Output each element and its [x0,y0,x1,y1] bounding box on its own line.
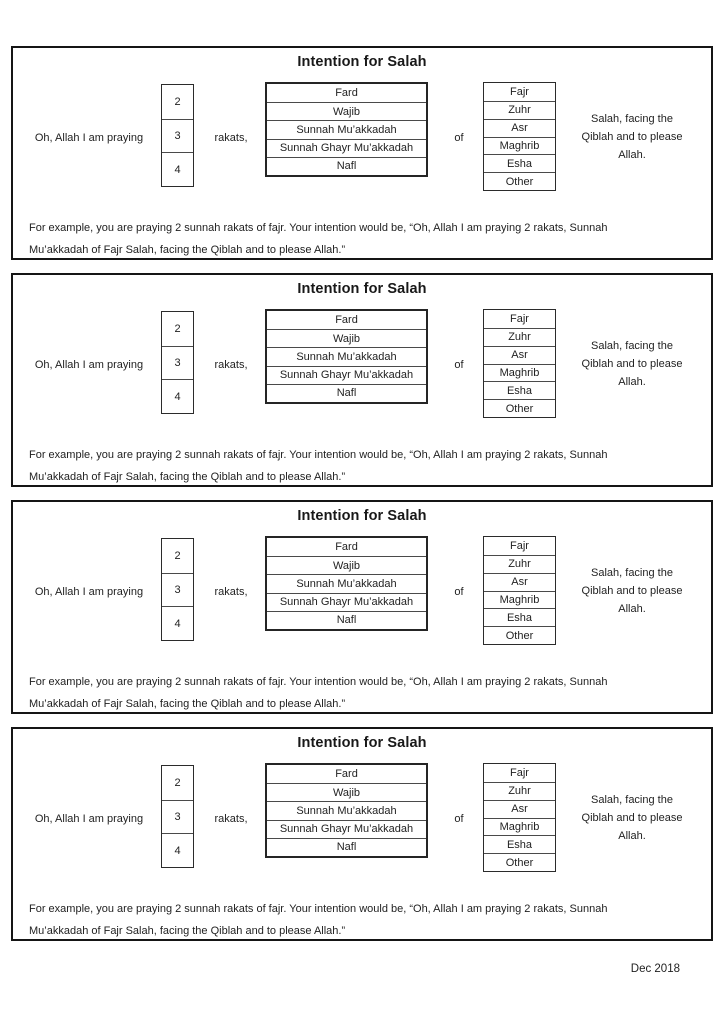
prayer-name-cell: Asr [484,800,555,818]
prayer-type-cell: Nafl [267,157,426,175]
intention-panel [11,46,713,260]
rakat-option-cell: 4 [162,606,193,640]
closing-line: Salah, facing the [591,113,673,125]
closing-line: Qiblah and to please [581,585,683,597]
prayer-type-cell: Sunnah Ghayr Mu’akkadah [267,820,426,838]
prayer-name-table [483,536,556,645]
intention-panel [11,273,713,487]
closing-line: Qiblah and to please [581,812,683,824]
panel-title: Intention for Salah [297,735,427,751]
prayer-type-cell: Fard [335,314,358,327]
rakat-options-table [161,84,194,187]
closing-line: Salah, facing the [591,794,673,806]
prayer-name-cell: Asr [484,346,555,364]
prayer-name-cell: Maghrib [484,364,555,382]
rakat-options-table [161,765,194,868]
lead-text: Oh, Allah I am praying [34,359,144,371]
prayer-name-cell: Fajr [510,85,529,98]
closing-line: Qiblah and to please [581,358,683,370]
prayer-name-table [483,82,556,191]
closing-line: Allah. [618,149,646,161]
rakat-option-cell: 3 [162,573,193,607]
rakat-option-cell: 4 [162,833,193,867]
prayer-name-cell: Other [484,399,555,417]
closing-line: Salah, facing the [591,340,673,352]
prayer-name-cell: Asr [484,573,555,591]
panel-title: Intention for Salah [297,508,427,524]
panel-title: Intention for Salah [297,281,427,297]
prayer-type-cell: Sunnah Mu’akkadah [267,574,426,592]
example-line: For example, you are praying 2 sunnah rakats of fajr. Your intention would be, “Oh, Allah I am praying 2 rakats, Sunnah [29,676,608,688]
rakat-option-cell: 2 [174,549,181,562]
rakats-label: rakats, [214,359,248,371]
closing-text [569,337,695,391]
prayer-type-cell: Wajib [267,102,426,120]
prayer-name-cell: Zuhr [484,782,555,800]
prayer-type-cell: Fard [335,87,358,100]
lead-text: Oh, Allah I am praying [34,132,144,144]
rakat-option-cell: 4 [162,379,193,413]
prayer-name-cell: Maghrib [484,591,555,609]
prayer-type-table [265,763,428,858]
prayer-type-cell: Wajib [267,556,426,574]
rakat-options-table [161,538,194,641]
prayer-name-cell: Esha [484,154,555,172]
rakat-option-cell: 4 [162,152,193,186]
closing-line: Salah, facing the [591,567,673,579]
prayer-type-cell: Fard [335,768,358,781]
prayer-name-cell: Esha [484,608,555,626]
example-line: For example, you are praying 2 sunnah rakats of fajr. Your intention would be, “Oh, Allah I am praying 2 rakats, Sunnah [29,222,608,234]
lead-text: Oh, Allah I am praying [34,813,144,825]
of-label: of [454,132,464,144]
prayer-name-cell: Fajr [510,312,529,325]
intention-panel [11,727,713,941]
prayer-type-cell: Sunnah Ghayr Mu’akkadah [267,366,426,384]
prayer-name-cell: Esha [484,381,555,399]
closing-text [569,564,695,618]
closing-text [569,791,695,845]
example-text [29,444,701,487]
prayer-type-table [265,536,428,631]
prayer-name-cell: Maghrib [484,137,555,155]
of-label: of [454,586,464,598]
intention-panel [11,500,713,714]
of-label: of [454,359,464,371]
prayer-name-cell: Other [484,172,555,190]
example-line: Mu’akkadah of Fajr Salah, facing the Qiblah and to please Allah.” [29,925,346,937]
prayer-name-cell: Fajr [510,539,529,552]
prayer-type-cell: Sunnah Mu’akkadah [267,801,426,819]
prayer-type-cell: Nafl [267,611,426,629]
prayer-type-cell: Wajib [267,329,426,347]
example-text [29,217,701,260]
example-text [29,898,701,941]
prayer-name-cell: Fajr [510,766,529,779]
panel-title: Intention for Salah [297,54,427,70]
lead-text: Oh, Allah I am praying [34,586,144,598]
prayer-name-cell: Zuhr [484,555,555,573]
prayer-type-cell: Fard [335,541,358,554]
prayer-type-cell: Nafl [267,384,426,402]
prayer-type-cell: Sunnah Ghayr Mu’akkadah [267,139,426,157]
prayer-name-table [483,309,556,418]
rakats-label: rakats, [214,132,248,144]
prayer-type-cell: Sunnah Mu’akkadah [267,347,426,365]
example-line: For example, you are praying 2 sunnah rakats of fajr. Your intention would be, “Oh, Allah I am praying 2 rakats, Sunnah [29,449,608,461]
prayer-name-cell: Zuhr [484,328,555,346]
example-text [29,671,701,714]
example-line: Mu’akkadah of Fajr Salah, facing the Qiblah and to please Allah.” [29,471,346,483]
prayer-name-cell: Asr [484,119,555,137]
prayer-type-table [265,82,428,177]
closing-text [569,110,695,164]
prayer-name-table [483,763,556,872]
example-line: Mu’akkadah of Fajr Salah, facing the Qiblah and to please Allah.” [29,244,346,256]
rakat-option-cell: 2 [174,776,181,789]
rakat-option-cell: 3 [162,800,193,834]
example-line: For example, you are praying 2 sunnah rakats of fajr. Your intention would be, “Oh, Allah I am praying 2 rakats, Sunnah [29,903,608,915]
of-label: of [454,813,464,825]
prayer-type-cell: Nafl [267,838,426,856]
closing-line: Allah. [618,830,646,842]
closing-line: Qiblah and to please [581,131,683,143]
prayer-name-cell: Esha [484,835,555,853]
prayer-type-cell: Wajib [267,783,426,801]
prayer-name-cell: Maghrib [484,818,555,836]
panels-container [11,46,713,954]
rakat-option-cell: 3 [162,346,193,380]
example-line: Mu’akkadah of Fajr Salah, facing the Qiblah and to please Allah.” [29,698,346,710]
prayer-name-cell: Other [484,853,555,871]
closing-line: Allah. [618,376,646,388]
prayer-type-cell: Sunnah Ghayr Mu’akkadah [267,593,426,611]
rakat-option-cell: 3 [162,119,193,153]
prayer-type-cell: Sunnah Mu’akkadah [267,120,426,138]
rakats-label: rakats, [214,813,248,825]
rakats-label: rakats, [214,586,248,598]
rakat-option-cell: 2 [174,95,181,108]
prayer-type-table [265,309,428,404]
closing-line: Allah. [618,603,646,615]
footer-date: Dec 2018 [630,963,680,975]
rakat-options-table [161,311,194,414]
rakat-option-cell: 2 [174,322,181,335]
prayer-name-cell: Other [484,626,555,644]
prayer-name-cell: Zuhr [484,101,555,119]
